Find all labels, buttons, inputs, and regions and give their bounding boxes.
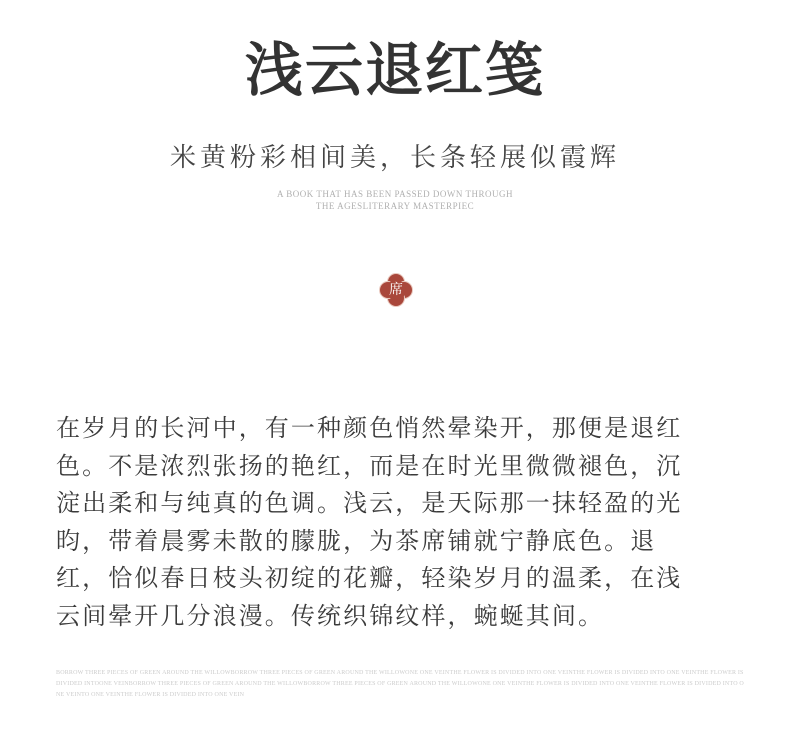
body-line-5: 红，恰似春日枝头初绽的花瓣，轻染岁月的温柔，在浅 xyxy=(56,564,683,592)
english-caption-line-2: THE AGESLITERARY MASTERPIEC xyxy=(315,201,475,211)
page-title: 浅云退红笺 xyxy=(244,36,545,104)
english-caption-line-1: A BOOK THAT HAS BEEN PASSED DOWN THROUGH xyxy=(277,189,513,199)
seal-character: 席 xyxy=(389,282,403,298)
english-caption xyxy=(0,188,790,212)
body-line-4: 昀，带着晨雾未散的朦胧，为茶席铺就宁静底色。退 xyxy=(56,526,657,555)
body-paragraph xyxy=(56,410,746,635)
seal-emblem xyxy=(379,273,413,307)
body-line-6: 云间晕开几分浪漫。传统织锦纹样，蜿蜒其间。 xyxy=(56,601,605,630)
page-subtitle: 米黄粉彩相间美，长条轻展似霞辉 xyxy=(169,143,620,173)
body-line-1: 在岁月的长河中，有一种颜色悄然晕染开，那便是退红 xyxy=(56,414,683,442)
body-line-2: 色。不是浓烈张扬的艳红，而是在时光里微微褪色，沉 xyxy=(56,451,683,480)
body-line-3: 淀出柔和与纯真的色调。浅云，是天际那一抹轻盈的光 xyxy=(56,489,683,517)
footer-fine-print: BORROW THREE PIECES OF GREEN AROUND THE WILLOWBORROW THREE PIECES OF GREEN AROUND THE WILLOWONE ONE VEINTHE FLOWER IS DIVIDED INTO ONE VEINTHE FLOWER IS DIVIDED INTO ONE VEINTHE FLOWER IS DIVIDED INTOONE VEINBORROW THREE PIECES OF GREEN AROUND THE WILLOWBORROW THREE PIECES OF GREEN AROUND THE WILLOWONE ONE VEINTHE FLOWER IS DIVIDED INTO ONE VEINTHE FLOWER IS DIVIDED INTO ONE VEINTO ONE VEINTHE FLOWER IS DIVIDED INTO ONE VEIN xyxy=(56,670,744,698)
